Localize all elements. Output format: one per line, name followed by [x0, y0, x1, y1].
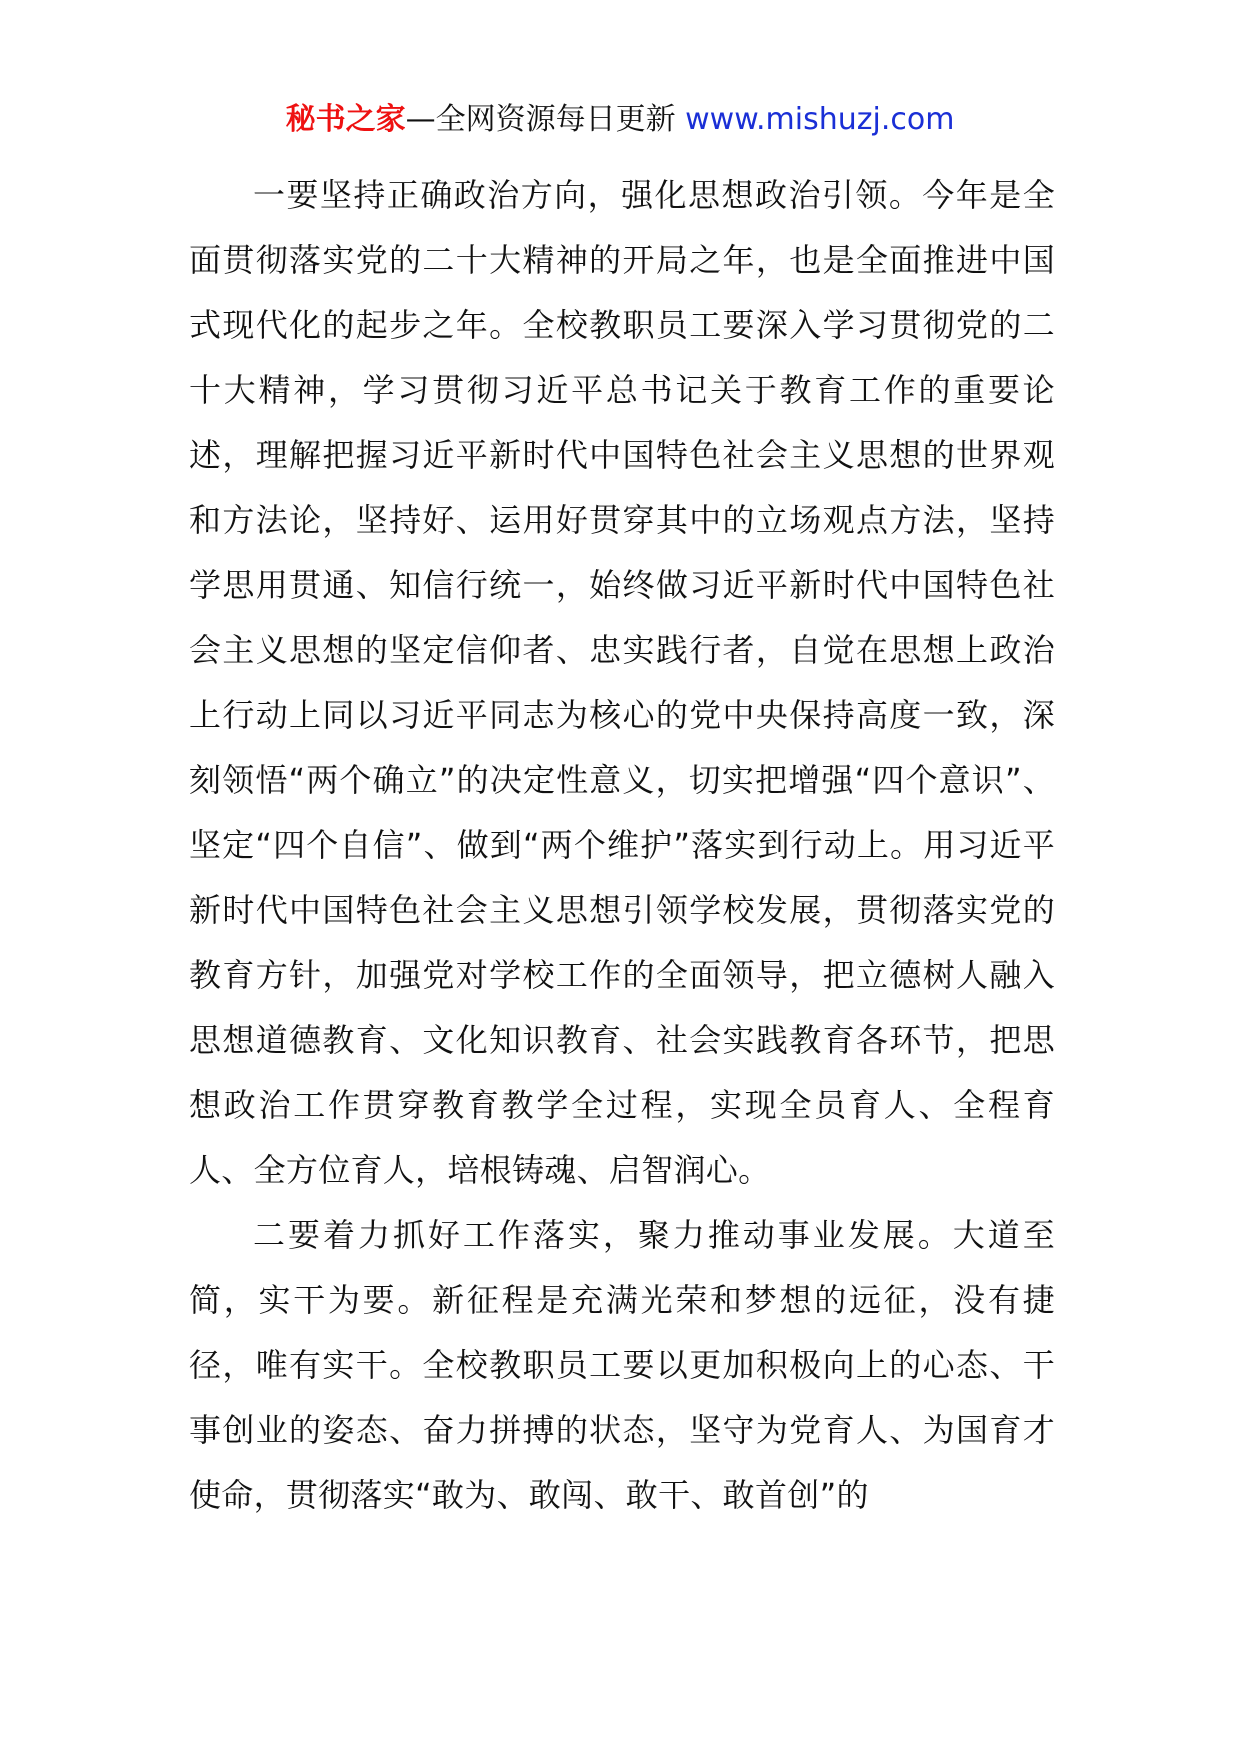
paragraph-1: 一要坚持正确政治方向，强化思想政治引领。今年是全面贯彻落实党的二十大精神的开局之年，也是全面推进中国式现代化的起步之年。全校教职员工要深入学习贯彻党的二十大精神，学习贯彻习近平总书记关于教育工作的重要论述，理解把握习近平新时代中国特色社会主义思想的世界观和方法论，坚持好、运用好贯穿其中的立场观点方法，坚持学思用贯通、知信行统一，始终做习近平新时代中国特色社会主义思想的坚定信仰者、忠实践行者，自觉在思想上政治上行动上同以习近平同志为核心的党中央保持高度一致，深刻领悟“两个确立”的决定性意义，切实把增强“四个意识”、坚定“四个自信”、做到“两个维护”落实到行动上。用习近平新时代中国特色社会主义思想引领学校发展，贯彻落实党的教育方针，加强党对学校工作的全面领导，把立德树人融入思想道德教育、文化知识教育、社会实践教育各环节，把思想政治工作贯穿教育教学全过程，实现全员育人、全程育人、全方位育人，培根铸魂、启智润心。: [189, 176, 1055, 1189]
paragraph-2: 二要着力抓好工作落实，聚力推动事业发展。大道至简，实干为要。新征程是充满光荣和梦想的远征，没有捷径，唯有实干。全校教职员工要以更加积极向上的心态、干事创业的姿态、奋力拼搏的状态，坚守为党育人、为国育才使命，贯彻落实“敢为、敢闯、敢干、敢首创”的: [189, 1216, 1055, 1514]
header-tagline: —全网资源每日更新: [405, 102, 686, 137]
page-header: [0, 100, 1240, 140]
brand-name: 秘书之家: [285, 102, 406, 137]
document-body: [189, 163, 1055, 1528]
site-url-link[interactable]: www.mishuzj.com: [685, 102, 955, 137]
